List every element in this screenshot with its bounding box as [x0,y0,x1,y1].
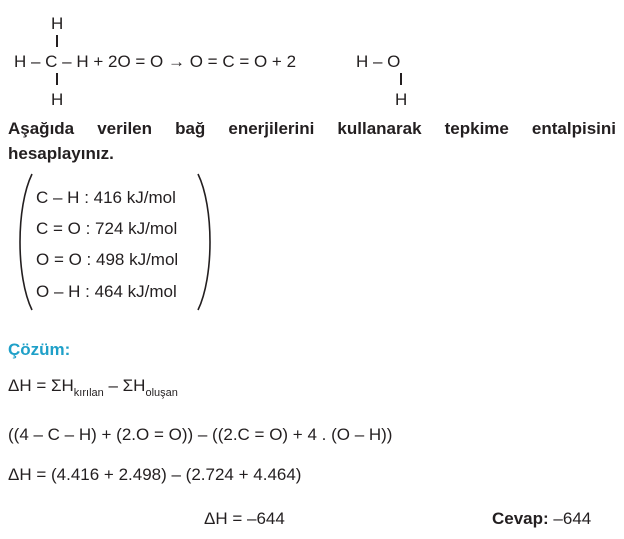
methane-main-line: H – C – H + 2O = O → O = C = O + 2 [14,52,297,71]
bond-value: 464 kJ/mol [94,282,177,301]
formula-mid: – ΣH [103,376,146,395]
solution-heading: Çözüm: [8,340,71,359]
bond-name: O = O [36,250,82,269]
bond-value: 498 kJ/mol [96,250,179,269]
water-main-line: H – O [356,52,401,71]
right-parenthesis [194,172,218,312]
bond-name: C – H [36,188,80,207]
methane-top-bond [56,35,58,47]
question-line-2: hesaplayınız. [8,144,114,163]
formula-lhs: ΔH = ΣH [8,376,74,395]
answer-value: –644 [548,509,592,528]
methane-top-h: H [51,14,64,33]
answer [492,509,591,529]
question-line-1: Aşağıda verilen bağ enerjilerini kullanarak tepkime entalpisini [8,119,616,138]
answer-label: Cevap: [492,509,549,528]
enthalpy-formula [8,376,178,399]
water-bottom-h: H [395,90,408,109]
bond-name: C = O [36,219,81,238]
question-text [8,116,616,166]
bond-energy-row: O – H : 464 kJ/mol [36,282,177,301]
result-line: ΔH = –644 [204,509,285,528]
bonds-line: ((4 – C – H) + (2.O = O)) – ((2.C = O) + 4 . (O – H)) [8,425,393,444]
formula-sub-broken: kırılan [73,387,104,399]
water-bottom-bond [400,73,402,85]
bond-name: O – H [36,282,81,301]
bond-energy-row: C – H : 416 kJ/mol [36,188,176,207]
formula-sub-formed: oluşan [145,387,178,399]
calculation-line: ΔH = (4.416 + 2.498) – (2.724 + 4.464) [8,465,302,484]
bond-energy-row: O = O : 498 kJ/mol [36,250,179,269]
bond-energy-row: C = O : 724 kJ/mol [36,219,178,238]
methane-bottom-h: H [51,90,64,109]
bond-value: 416 kJ/mol [93,188,176,207]
bond-value: 724 kJ/mol [95,219,178,238]
left-parenthesis [12,172,36,312]
methane-bottom-bond [56,73,58,85]
